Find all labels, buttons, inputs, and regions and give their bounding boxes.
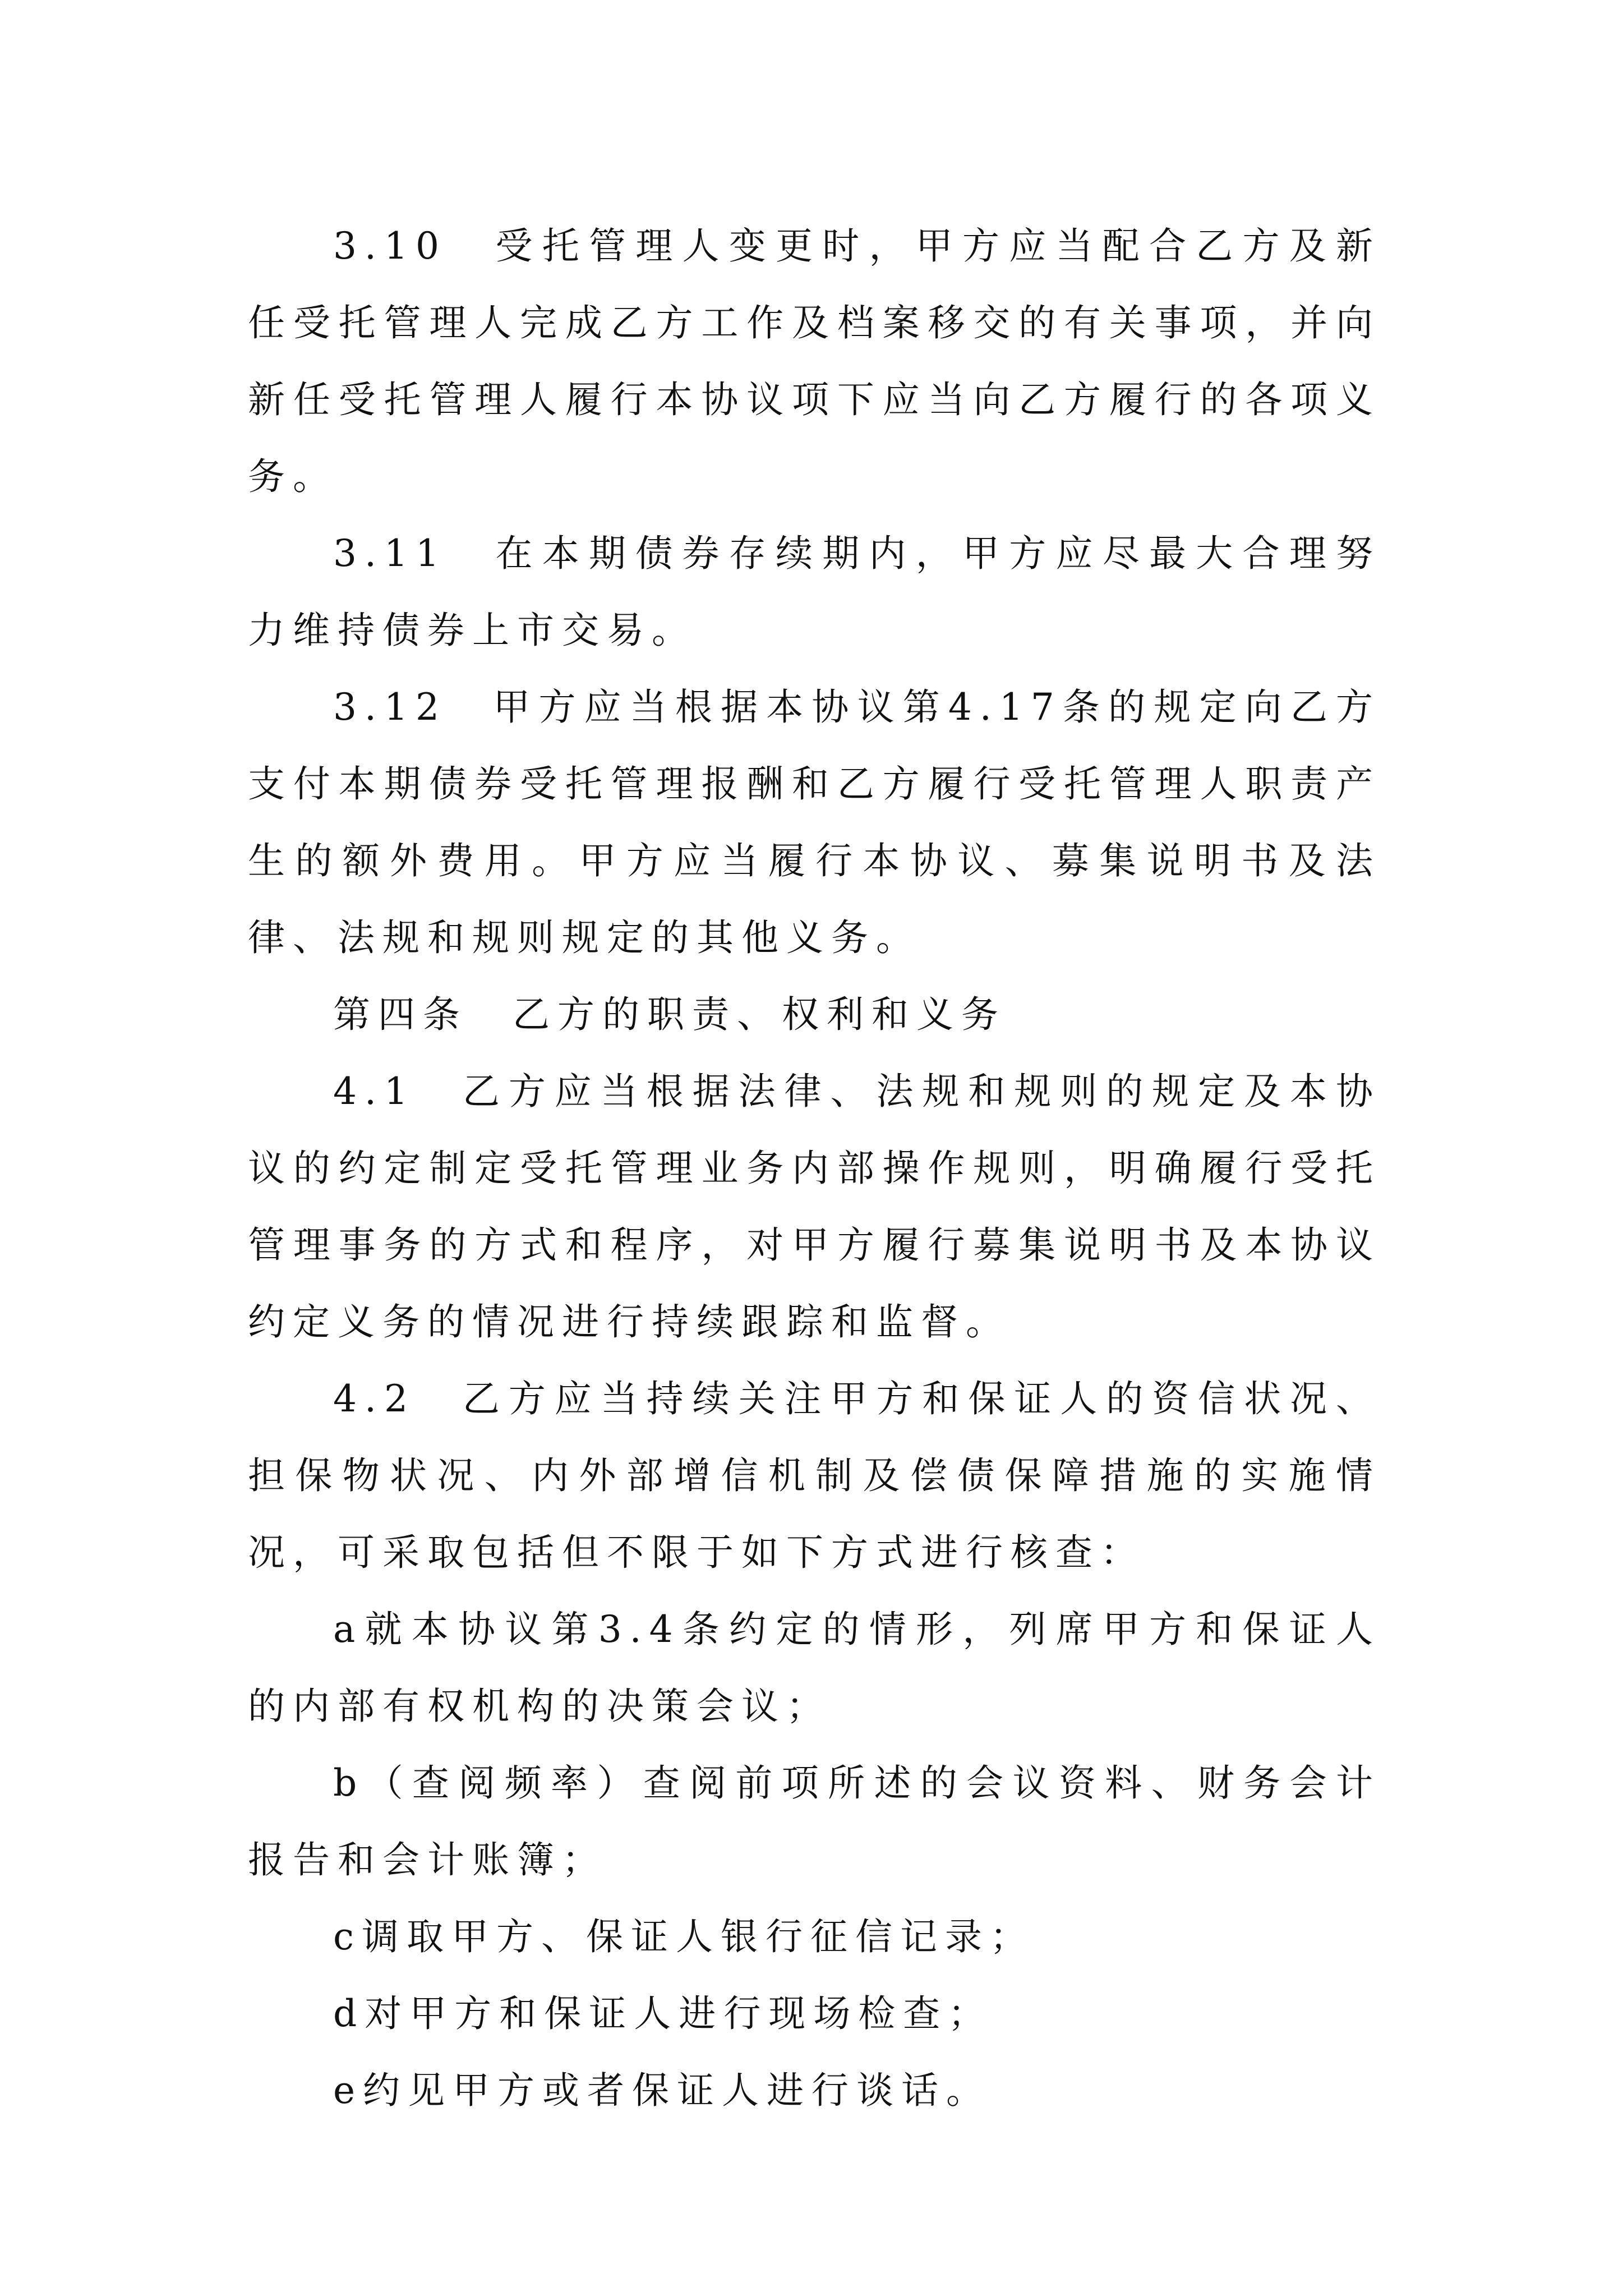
paragraph-3-11: 3.11 在本期债券存续期内，甲方应尽最大合理努力维持债券上市交易。	[248, 532, 1381, 652]
list-item-c: c调取甲方、保证人银行征信记录；	[333, 1915, 1035, 1958]
paragraph-3-12: 3.12 甲方应当根据本协议第4.17条的规定向乙方支付本期债券受托管理报酬和乙方履行受托管理人职责产生的额外费用。甲方应当履行本协议、募集说明书及法律、法规和规则规定的其他义务。	[248, 685, 1381, 959]
paragraph-4-1: 4.1 乙方应当根据法律、法规和规则的规定及本协议的约定制定受托管理业务内部操作规则，明确履行受托管理事务的方式和程序，对甲方履行募集说明书及本协议约定义务的情况进行持续跟踪和监督。	[248, 1070, 1381, 1343]
document-body	[248, 208, 1381, 2129]
paragraph-3-10: 3.10 受托管理人变更时，甲方应当配合乙方及新任受托管理人完成乙方工作及档案移交的有关事项，并向新任受托管理人履行本协议项下应当向乙方履行的各项义务。	[248, 224, 1381, 498]
list-item-e: e约见甲方或者保证人进行谈话。	[333, 2069, 992, 2112]
list-item-a: a就本协议第3.4条约定的情形，列席甲方和保证人的内部有权机构的决策会议；	[248, 1608, 1381, 1728]
paragraph-4-2: 4.2 乙方应当持续关注甲方和保证人的资信状况、担保物状况、内外部增信机制及偿债保障措施的实施情况，可采取包括但不限于如下方式进行核查：	[248, 1377, 1381, 1574]
list-item-d: d对甲方和保证人进行现场检查；	[333, 1992, 993, 2035]
list-item-b: b（查阅频率）查阅前项所述的会议资料、财务会计报告和会计账簿；	[248, 1761, 1381, 1881]
section-heading-article-4: 第四条 乙方的职责、权利和义务	[333, 993, 1006, 1036]
